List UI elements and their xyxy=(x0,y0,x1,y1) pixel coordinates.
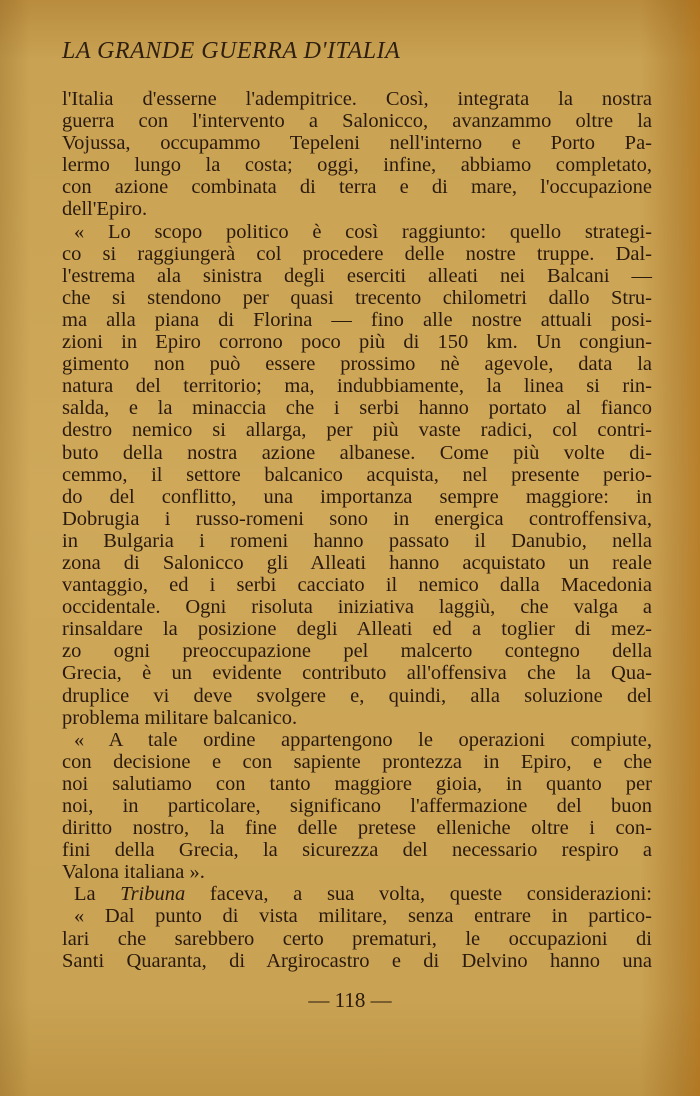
text-line: rinsaldare la posizione degli Alleati ed a toglier di mez- xyxy=(62,618,652,641)
text-span: faceva, a sua volta, queste considerazioni: xyxy=(185,883,652,906)
text-line-tribuna xyxy=(62,883,652,905)
text-line: Santi Quaranta, di Argirocastro e di Delvino hanno una xyxy=(62,949,652,972)
text-line: in Bulgaria i romeni hanno passato il Danubio, nella xyxy=(62,529,652,552)
text-line: zioni in Epiro corrono poco più di 150 km. Un congiun- xyxy=(62,331,652,354)
text-line: vantaggio, ed i serbi cacciato il nemico dalla Macedonia xyxy=(62,574,652,597)
page-number: — 118 — xyxy=(308,988,392,1012)
text-line: con azione combinata di terra e di mare, l'occupazione xyxy=(62,176,652,199)
text-line: noi, in particolare, significano l'affermazione del buon xyxy=(62,795,652,817)
text-line: guerra con l'intervento a Salonicco, avanzammo oltre la xyxy=(62,110,652,133)
text-line: buto della nostra azione albanese. Come più volte di- xyxy=(62,441,652,464)
text-line: Dobrugia i russo-romeni sono in energica controffensiva, xyxy=(62,507,652,530)
text-line: dell'Epiro. xyxy=(62,198,148,221)
text-line: lari che sarebbero certo prematuri, le occupazioni di xyxy=(62,927,652,950)
text-line: natura del territorio; ma, indubbiamente, la linea si rin- xyxy=(62,375,652,398)
text-line: « A tale ordine appartengono le operazioni compiute, xyxy=(74,728,652,751)
text-line: che si stendono per quasi trecento chilometri dallo Stru- xyxy=(62,286,652,309)
text-span: La xyxy=(74,883,121,906)
text-line: problema militare balcanico. xyxy=(62,706,298,729)
text-line: noi salutiamo con tanto maggiore gioia, in quanto per xyxy=(62,772,652,795)
text-line: con decisione e con sapiente prontezza in Epiro, e che xyxy=(62,750,652,773)
text-line: « Lo scopo politico è così raggiunto: quello strategi- xyxy=(74,220,652,243)
text-line: co si raggiungerà col procedere delle nostre truppe. Dal- xyxy=(62,242,652,265)
text-line: lermo lungo la costa; oggi, infine, abbiamo completato, xyxy=(62,154,652,177)
text-line: « Dal punto di vista militare, senza entrare in partico- xyxy=(74,905,652,928)
running-title: LA GRANDE GUERRA D'ITALIA xyxy=(62,38,401,64)
page-body xyxy=(62,88,652,972)
text-line: destro nemico si allarga, per più vaste radici, col contri- xyxy=(62,419,652,442)
text-line: gimento non può essere prossimo nè agevole, data la xyxy=(62,353,652,376)
text-line: fini della Grecia, la sicurezza del necessario respiro a xyxy=(62,839,652,862)
text-line: ma alla piana di Florina — fino alle nostre attuali posi- xyxy=(62,308,652,331)
text-line: do del conflitto, una importanza sempre maggiore: in xyxy=(62,485,652,508)
newspaper-title: Tribuna xyxy=(120,883,186,906)
text-line: occidentale. Ogni risoluta iniziativa laggiù, che valga a xyxy=(62,596,652,619)
body-text-block xyxy=(62,88,652,883)
text-line: l'Italia d'esserne l'adempitrice. Così, integrata la nostra xyxy=(62,88,652,110)
body-text-block xyxy=(62,905,652,971)
text-line: zo ogni preoccupazione pel malcerto contegno della xyxy=(62,640,652,663)
text-line: druplice vi deve svolgere e, quindi, alla soluzione del xyxy=(62,684,652,707)
text-line: Vojussa, occupammo Tepeleni nell'interno e Porto Pa- xyxy=(62,132,652,155)
text-line: l'estrema ala sinistra degli eserciti alleati nei Balcani — xyxy=(62,264,652,287)
text-line: diritto nostro, la fine delle pretese elleniche oltre i con- xyxy=(62,817,652,840)
text-line: cemmo, il settore balcanico acquista, nel presente perio- xyxy=(62,463,652,486)
text-line: Valona italiana ». xyxy=(62,861,205,884)
text-line: salda, e la minaccia che i serbi hanno portato al fianco xyxy=(62,397,652,420)
text-line: Grecia, è un evidente contributo all'offensiva che la Qua- xyxy=(62,662,652,685)
text-line: zona di Salonicco gli Alleati hanno acquistato un reale xyxy=(62,551,652,574)
